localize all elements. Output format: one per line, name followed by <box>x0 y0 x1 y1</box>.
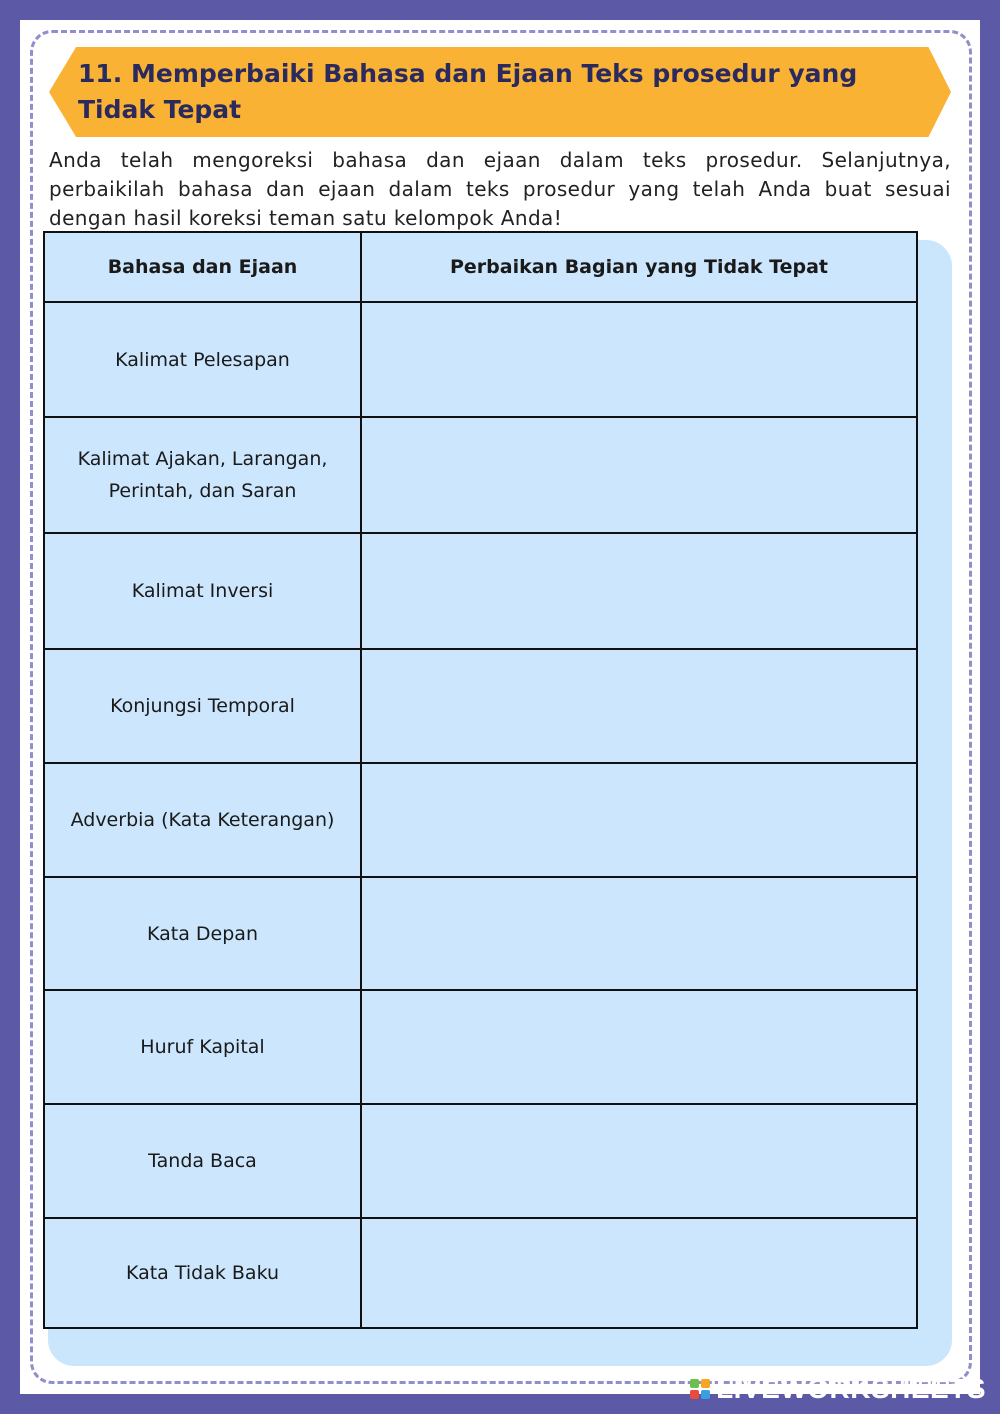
row-label: Huruf Kapital <box>44 990 361 1104</box>
table-row <box>44 1218 917 1328</box>
table-row <box>44 877 917 990</box>
answer-cell[interactable] <box>361 877 917 990</box>
table-row <box>44 417 917 533</box>
table-row <box>44 649 917 763</box>
row-label: Kalimat Ajakan, Larangan, Perintah, dan Saran <box>44 417 361 533</box>
liveworksheets-logo[interactable] <box>690 1374 986 1404</box>
liveworksheets-logo-icon <box>690 1379 710 1399</box>
row-label: Konjungsi Temporal <box>44 649 361 763</box>
row-label: Kalimat Pelesapan <box>44 302 361 417</box>
table-row <box>44 533 917 649</box>
row-label: Kata Tidak Baku <box>44 1218 361 1328</box>
table-row <box>44 302 917 417</box>
table-row <box>44 990 917 1104</box>
answer-cell[interactable] <box>361 302 917 417</box>
answer-cell[interactable] <box>361 763 917 877</box>
correction-table <box>43 231 918 1329</box>
answer-cell[interactable] <box>361 1104 917 1218</box>
answer-cell[interactable] <box>361 990 917 1104</box>
page-title: 11. Memperbaiki Bahasa dan Ejaan Teks prosedur yang Tidak Tepat <box>78 59 858 124</box>
row-label: Tanda Baca <box>44 1104 361 1218</box>
answer-cell[interactable] <box>361 649 917 763</box>
instructions-text: Anda telah mengoreksi bahasa dan ejaan dalam teks prosedur. Selanjutnya, perbaikilah bahasa dan ejaan dalam teks prosedur yang telah Anda buat sesuai dengan hasil koreksi teman satu kelompok Anda! <box>49 148 951 230</box>
row-label: Adverbia (Kata Keterangan) <box>44 763 361 877</box>
row-label: Kata Depan <box>44 877 361 990</box>
answer-cell[interactable] <box>361 417 917 533</box>
answer-cell[interactable] <box>361 533 917 649</box>
logo-text: LIVEWORKSHEETS <box>716 1373 986 1404</box>
row-label: Kalimat Inversi <box>44 533 361 649</box>
table-row <box>44 763 917 877</box>
header-bahasa-ejaan: Bahasa dan Ejaan <box>44 232 361 302</box>
table-row <box>44 1104 917 1218</box>
table-header-row <box>44 232 917 302</box>
header-perbaikan: Perbaikan Bagian yang Tidak Tepat <box>361 232 917 302</box>
answer-cell[interactable] <box>361 1218 917 1328</box>
